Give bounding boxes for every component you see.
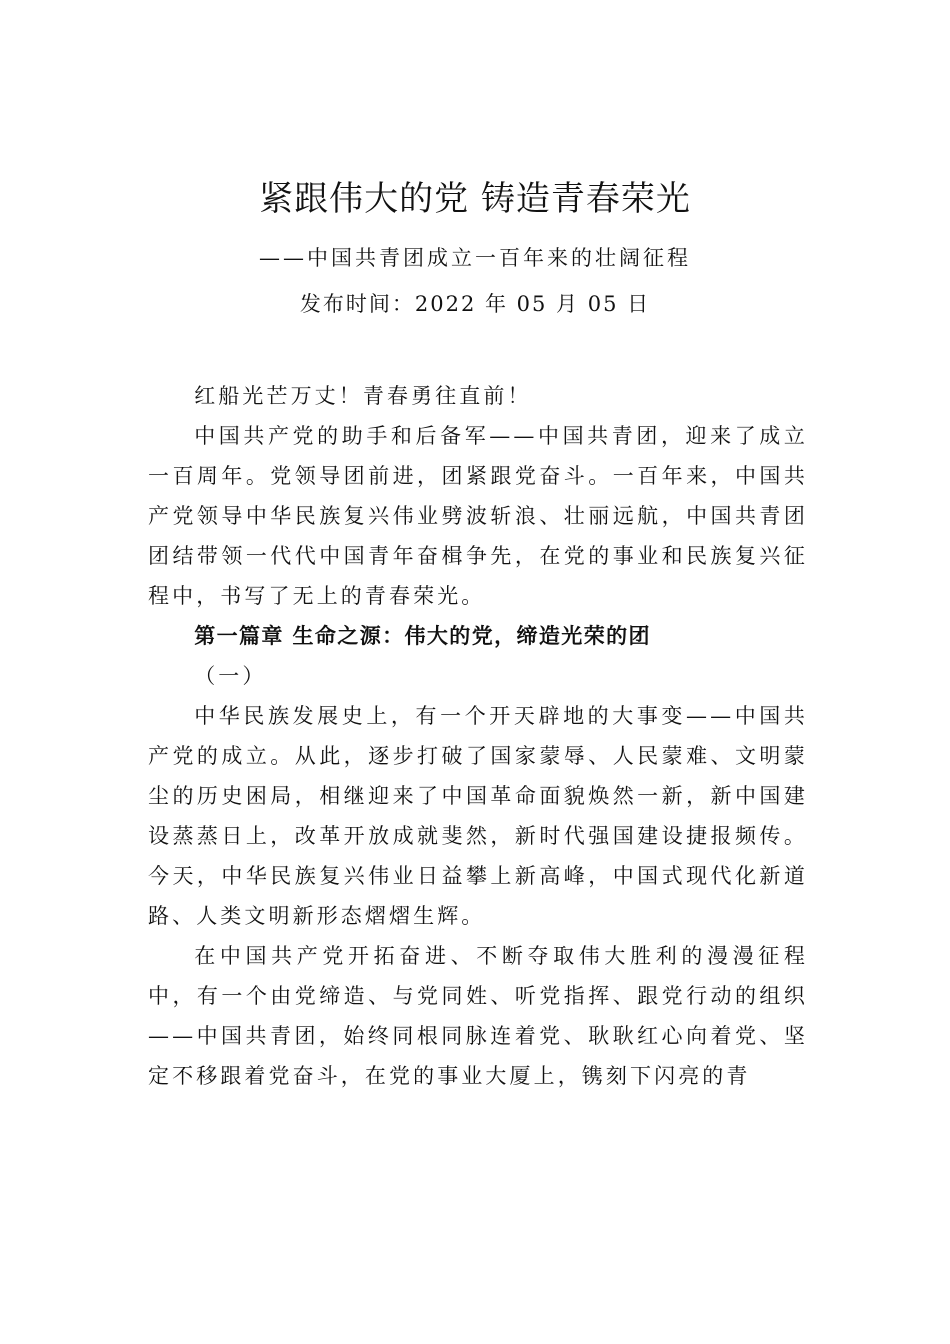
section-number: （一） bbox=[194, 664, 267, 688]
paragraph: 在中国共产党开拓奋进、不断夺取伟大胜利的漫漫征程中，有一个由党缔造、与党同姓、听党指挥、跟党行动的组织——中国共青团，始终同根同脉连着党、耿耿红心向着党、坚定不移跟着党奋斗，在党的事业大厦上，镌刻下闪亮的青 bbox=[148, 944, 808, 1088]
paragraph: 中华民族发展史上，有一个开天辟地的大事变——中国共产党的成立。从此，逐步打破了国家蒙辱、人民蒙难、文明蒙尘的历史困局，相继迎来了中国革命面貌焕然一新，新中国建设蒸蒸日上，改革开放成就斐然，新时代强国建设捷报频传。今天，中华民族复兴伟业日益攀上新高峰，中国式现代化新道路、人类文明新形态熠熠生辉。 bbox=[148, 704, 808, 928]
document-body bbox=[148, 376, 808, 1096]
paragraph: 中国共产党的助手和后备军——中国共青团，迎来了成立一百周年。党领导团前进，团紧跟党奋斗。一百年来，中国共产党领导中华民族复兴伟业劈波斩浪、壮丽远航，中国共青团团结带领一代代中国青年奋楫争先，在党的事业和民族复兴征程中，书写了无上的青春荣光。 bbox=[148, 424, 808, 608]
publish-date: 发布时间：2022 年 05 月 05 日 bbox=[299, 292, 651, 316]
paragraph: 红船光芒万丈！青春勇往直前！ bbox=[194, 384, 532, 408]
chapter-heading: 第一篇章 生命之源：伟大的党，缔造光荣的团 bbox=[194, 624, 651, 648]
document-subtitle: ——中国共青团成立一百年来的壮阔征程 bbox=[259, 246, 691, 270]
document-title: 紧跟伟大的党 铸造青春荣光 bbox=[259, 179, 691, 219]
